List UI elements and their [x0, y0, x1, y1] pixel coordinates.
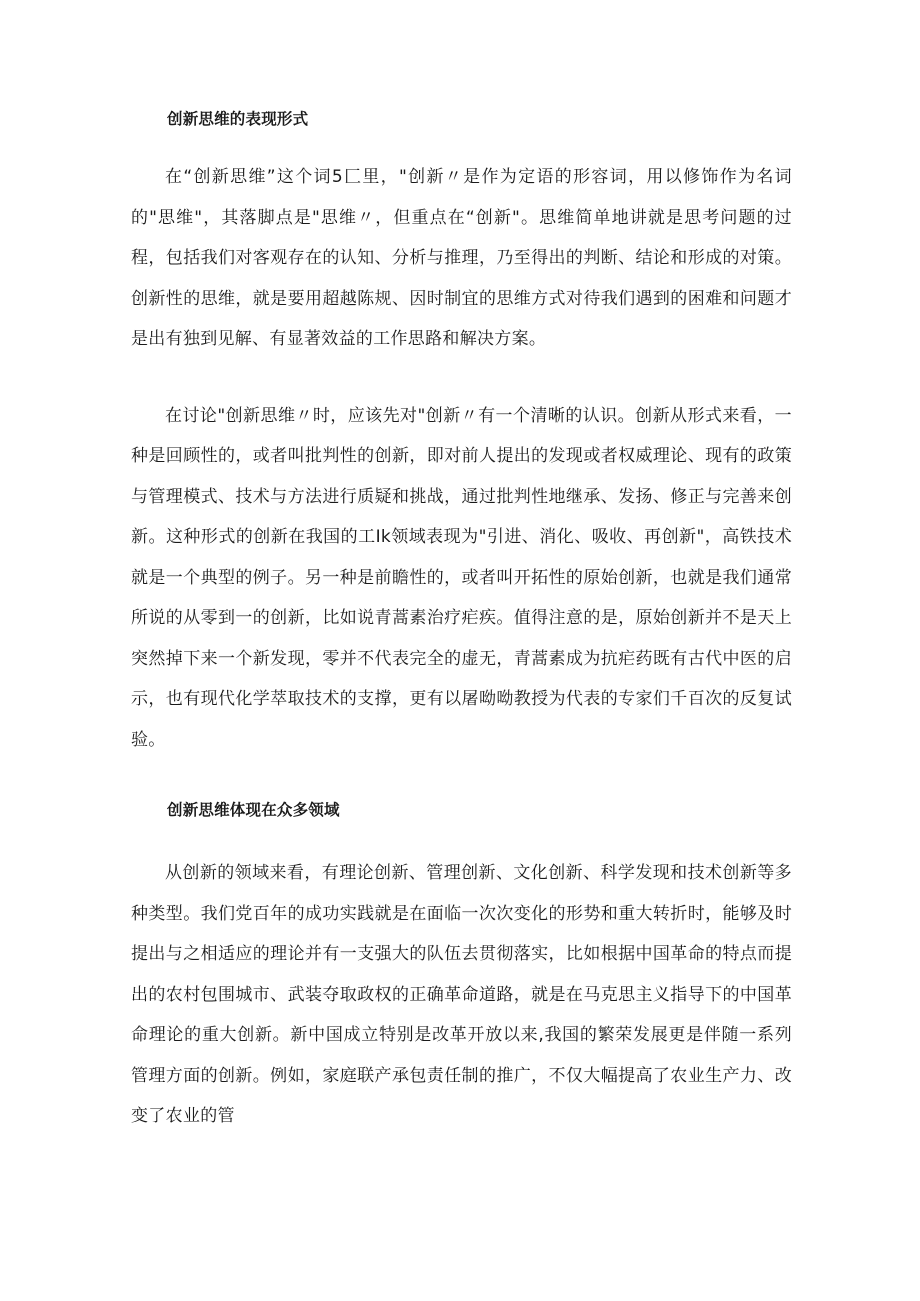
paragraph-creative-thinking-definition: 在“创新思维”这个词5匚里，"创新〃是作为定语的形容词，用以修饰作为名词的"思维"，其落脚点是"思维〃，但重点在“创新"。思维简单地讲就是思考问题的过程，包括我们对客观存在的认知、分析与推理，乃至得出的判断、结论和形成的对策。创新性的思维，就是要用超越陈规、因时制宜的思维方式对待我们遇到的困难和问题才是出有独到见解、有显著效益的工作思路和解决方案。: [131, 167, 792, 349]
paragraph-innovation-forms: 在讨论"创新思维〃时，应该先对"创新〃有一个清晰的认识。创新从形式来看，一种是回顾性的，或者叫批判性的创新，即对前人提出的发现或者权威理论、现有的政策与管理模式、技术与方法进行质疑和挑战，通过批判性地继承、发扬、修正与完善来创新。这种形式的创新在我国的工Ik领域表现为"引进、消化、吸收、再创新"，高铁技术就是一个典型的例子。另一种是前瞻性的，或者叫开拓性的原始创新，也就是我们通常所说的从零到一的创新，比如说青蒿素治疗疟疾。值得注意的是，原始创新并不是天上突然掉下来一个新发现，零并不代表完全的虚无，青蒿素成为抗疟药既有古代中医的启示，也有现代化学萃取技术的支撑，更有以屠呦呦教授为代表的专家们千百次的反复试验。: [131, 405, 792, 750]
section-heading-expression-forms: 创新思维的表现形式: [167, 110, 309, 128]
paragraph-innovation-domains: 从创新的领域来看，有理论创新、管理创新、文化创新、科学发现和技术创新等多种类型。我们党百年的成功实践就是在面临一次次变化的形势和重大转折时，能够及时提出与之相适应的理论并有一支强大的队伍去贯彻落实，比如根据中国革命的特点而提出的农村包围城市、武装夺取政权的正确革命道路，就是在马克思主义指导下的中国革命理论的重大创新。新中国成立特别是改革开放以来,我国的繁荣发展更是伴随一系列管理方面的创新。例如，家庭联产承包责任制的推广，不仅大幅提高了农业生产力、改变了农业的管: [131, 863, 792, 1126]
section-heading-innovation-domains: 创新思维体现在众多领域: [167, 801, 340, 819]
